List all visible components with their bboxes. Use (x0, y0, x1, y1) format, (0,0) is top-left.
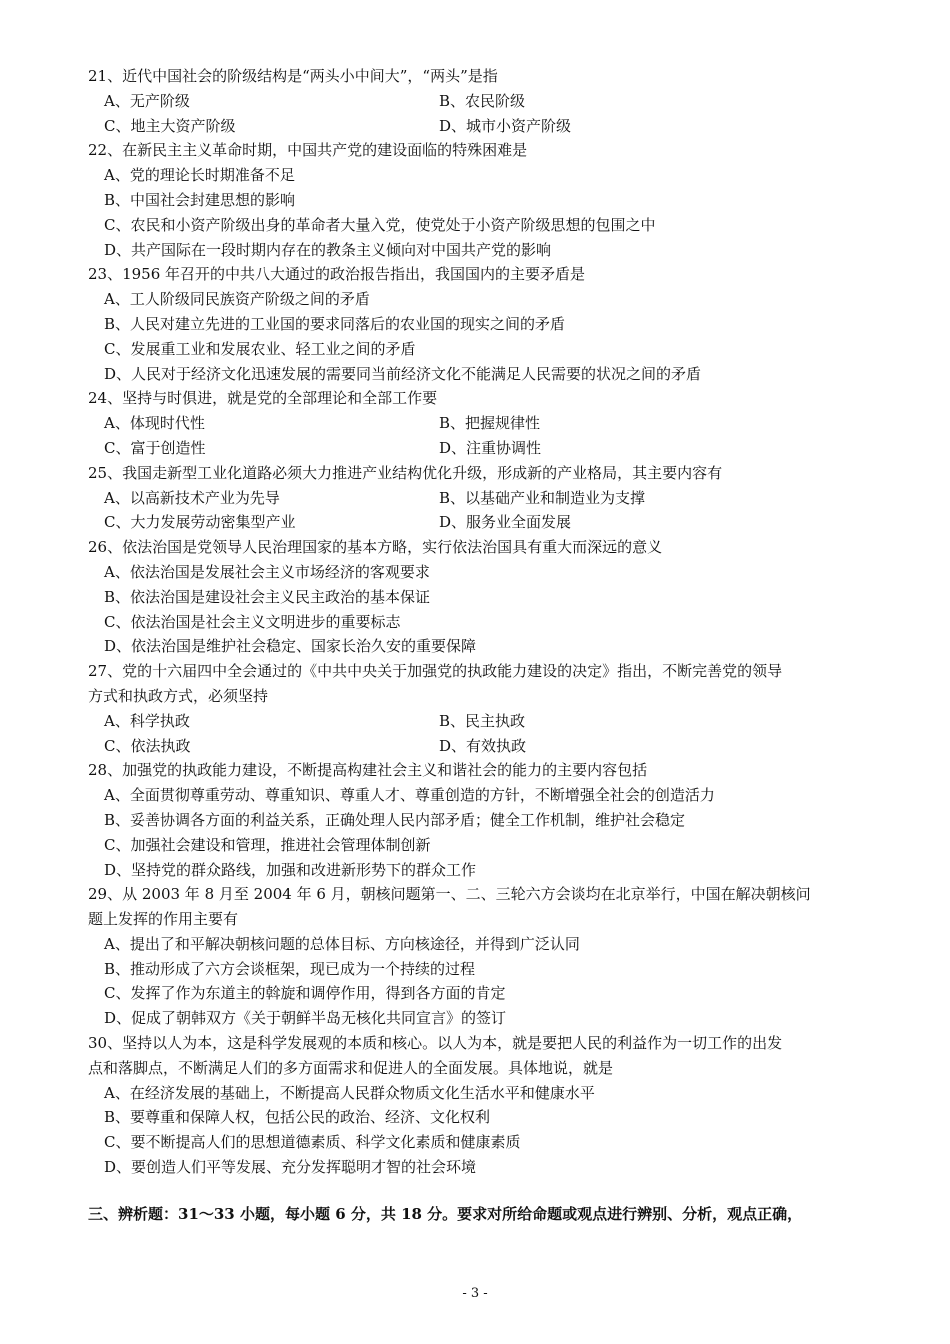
question-stem: 28、加强党的执政能力建设，不断提高构建社会主义和谐社会的能力的主要内容包括 (88, 761, 648, 780)
question-stem: 点和落脚点，不断满足人们的多方面需求和促进人的全面发展。具体地说，就是 (88, 1058, 614, 1077)
answer-option: B、中国社会封建思想的影响 (104, 190, 296, 209)
answer-option: A、全面贯彻尊重劳动、尊重知识、尊重人才、尊重创造的方针，不断增强全社会的创造活力 (104, 786, 715, 805)
question-stem: 25、我国走新型工业化道路必须大力推进产业结构优化升级，形成新的产业格局，其主要内容有 (88, 463, 723, 482)
question-stem: 方式和执政方式，必须坚持 (88, 686, 269, 705)
answer-option: D、共产国际在一段时期内存在的教条主义倾向对中国共产党的影响 (104, 240, 552, 259)
question-block (88, 659, 878, 758)
answer-option: D、城市小资产阶级 (439, 116, 572, 135)
answer-option: D、促成了朝韩双方《关于朝鲜半岛无核化共同宣言》的签订 (104, 1009, 507, 1028)
question-stem: 24、坚持与时俱进，就是党的全部理论和全部工作要 (88, 389, 438, 408)
answer-option: C、农民和小资产阶级出身的革命者大量入党，使党处于小资产阶级思想的包围之中 (104, 215, 656, 234)
option-row (88, 486, 878, 511)
question-block (88, 386, 878, 460)
answer-option: A、党的理论长时期准备不足 (104, 166, 295, 185)
question-block (88, 461, 878, 535)
question-block (88, 262, 878, 386)
answer-option: A、科学执政 (104, 711, 190, 730)
answer-option: B、民主执政 (439, 711, 526, 730)
page-number: - 3 - (462, 1286, 488, 1301)
question-stem: 题上发挥的作用主要有 (88, 910, 239, 929)
answer-option: D、注重协调性 (439, 438, 542, 457)
question-stem: 27、党的十六届四中全会通过的《中共中央关于加强党的执政能力建设的决定》指出，不断完善党的领导 (88, 662, 783, 681)
answer-option: D、有效执政 (439, 736, 527, 755)
answer-option: B、以基础产业和制造业为支撑 (439, 488, 646, 507)
answer-option: C、加强社会建设和管理，推进社会管理体制创新 (104, 835, 431, 854)
answer-option: B、妥善协调各方面的利益关系，正确处理人民内部矛盾；健全工作机制，维护社会稳定 (104, 810, 686, 829)
answer-option: C、富于创造性 (104, 438, 206, 457)
question-list (88, 64, 878, 1180)
answer-option: C、发挥了作为东道主的斡旋和调停作用，得到各方面的肯定 (104, 984, 506, 1003)
question-stem: 30、坚持以人为本，这是科学发展观的本质和核心。以人为本，就是要把人民的利益作为一切工作的出发 (88, 1034, 783, 1053)
question-stem: 29、从 2003 年 8 月至 2004 年 6 月，朝核问题第一、二、三轮六方会谈均在北京举行，中国在解决朝核问 (88, 885, 811, 904)
answer-option: C、依法治国是社会主义文明进步的重要标志 (104, 612, 401, 631)
answer-option: C、大力发展劳动密集型产业 (104, 513, 296, 532)
option-row (88, 510, 878, 535)
option-row (88, 734, 878, 759)
answer-option: D、坚持党的群众路线，加强和改进新形势下的群众工作 (104, 860, 477, 879)
answer-option: B、推动形成了六方会谈框架，现已成为一个持续的过程 (104, 959, 476, 978)
question-block (88, 64, 878, 138)
question-stem: 21、近代中国社会的阶级结构是“两头小中间大”，“两头”是指 (88, 67, 498, 85)
answer-option: D、服务业全面发展 (439, 513, 572, 532)
answer-option: A、依法治国是发展社会主义市场经济的客观要求 (104, 562, 430, 581)
answer-option: A、以高新技术产业为先导 (104, 488, 280, 507)
question-block (88, 758, 878, 882)
answer-option: B、把握规律性 (439, 414, 541, 433)
option-row (88, 709, 878, 734)
section-heading: 三、辨析题：31～33 小题，每小题 6 分，共 18 分。要求对所给命题或观点进行辨别、分析，观点正确， (88, 1205, 803, 1223)
question-block (88, 535, 878, 659)
answer-option: B、依法治国是建设社会主义民主政治的基本保证 (104, 587, 431, 606)
answer-option: C、发展重工业和发展农业、轻工业之间的矛盾 (104, 339, 416, 358)
answer-option: A、工人阶级同民族资产阶级之间的矛盾 (104, 290, 370, 309)
option-row (88, 89, 878, 114)
answer-option: B、要尊重和保障人权，包括公民的政治、经济、文化权利 (104, 1108, 491, 1127)
answer-option: C、要不断提高人们的思想道德素质、科学文化素质和健康素质 (104, 1133, 521, 1152)
option-row (88, 436, 878, 461)
answer-option: B、农民阶级 (439, 91, 526, 110)
question-stem: 26、依法治国是党领导人民治理国家的基本方略，实行依法治国具有重大而深远的意义 (88, 538, 663, 557)
question-block (88, 882, 878, 1031)
option-row (88, 411, 878, 436)
question-block (88, 1031, 878, 1180)
question-block (88, 138, 878, 262)
answer-option: A、提出了和平解决朝核问题的总体目标、方向核途径，并得到广泛认同 (104, 934, 580, 953)
answer-option: B、人民对建立先进的工业国的要求同落后的农业国的现实之间的矛盾 (104, 314, 566, 333)
question-stem: 22、在新民主主义革命时期，中国共产党的建设面临的特殊困难是 (88, 141, 528, 160)
option-row (88, 114, 878, 139)
answer-option: C、地主大资产阶级 (104, 116, 236, 135)
answer-option: D、依法治国是维护社会稳定、国家长治久安的重要保障 (104, 637, 477, 656)
answer-option: A、在经济发展的基础上，不断提高人民群众物质文化生活水平和健康水平 (104, 1083, 595, 1102)
answer-option: A、体现时代性 (104, 414, 205, 433)
answer-option: C、依法执政 (104, 736, 191, 755)
answer-option: D、人民对于经济文化迅速发展的需要同当前经济文化不能满足人民需要的状况之间的矛盾 (104, 364, 702, 383)
question-stem: 23、1956 年召开的中共八大通过的政治报告指出，我国国内的主要矛盾是 (88, 265, 586, 284)
answer-option: D、要创造人们平等发展、充分发挥聪明才智的社会环境 (104, 1158, 477, 1177)
answer-option: A、无产阶级 (104, 91, 190, 110)
